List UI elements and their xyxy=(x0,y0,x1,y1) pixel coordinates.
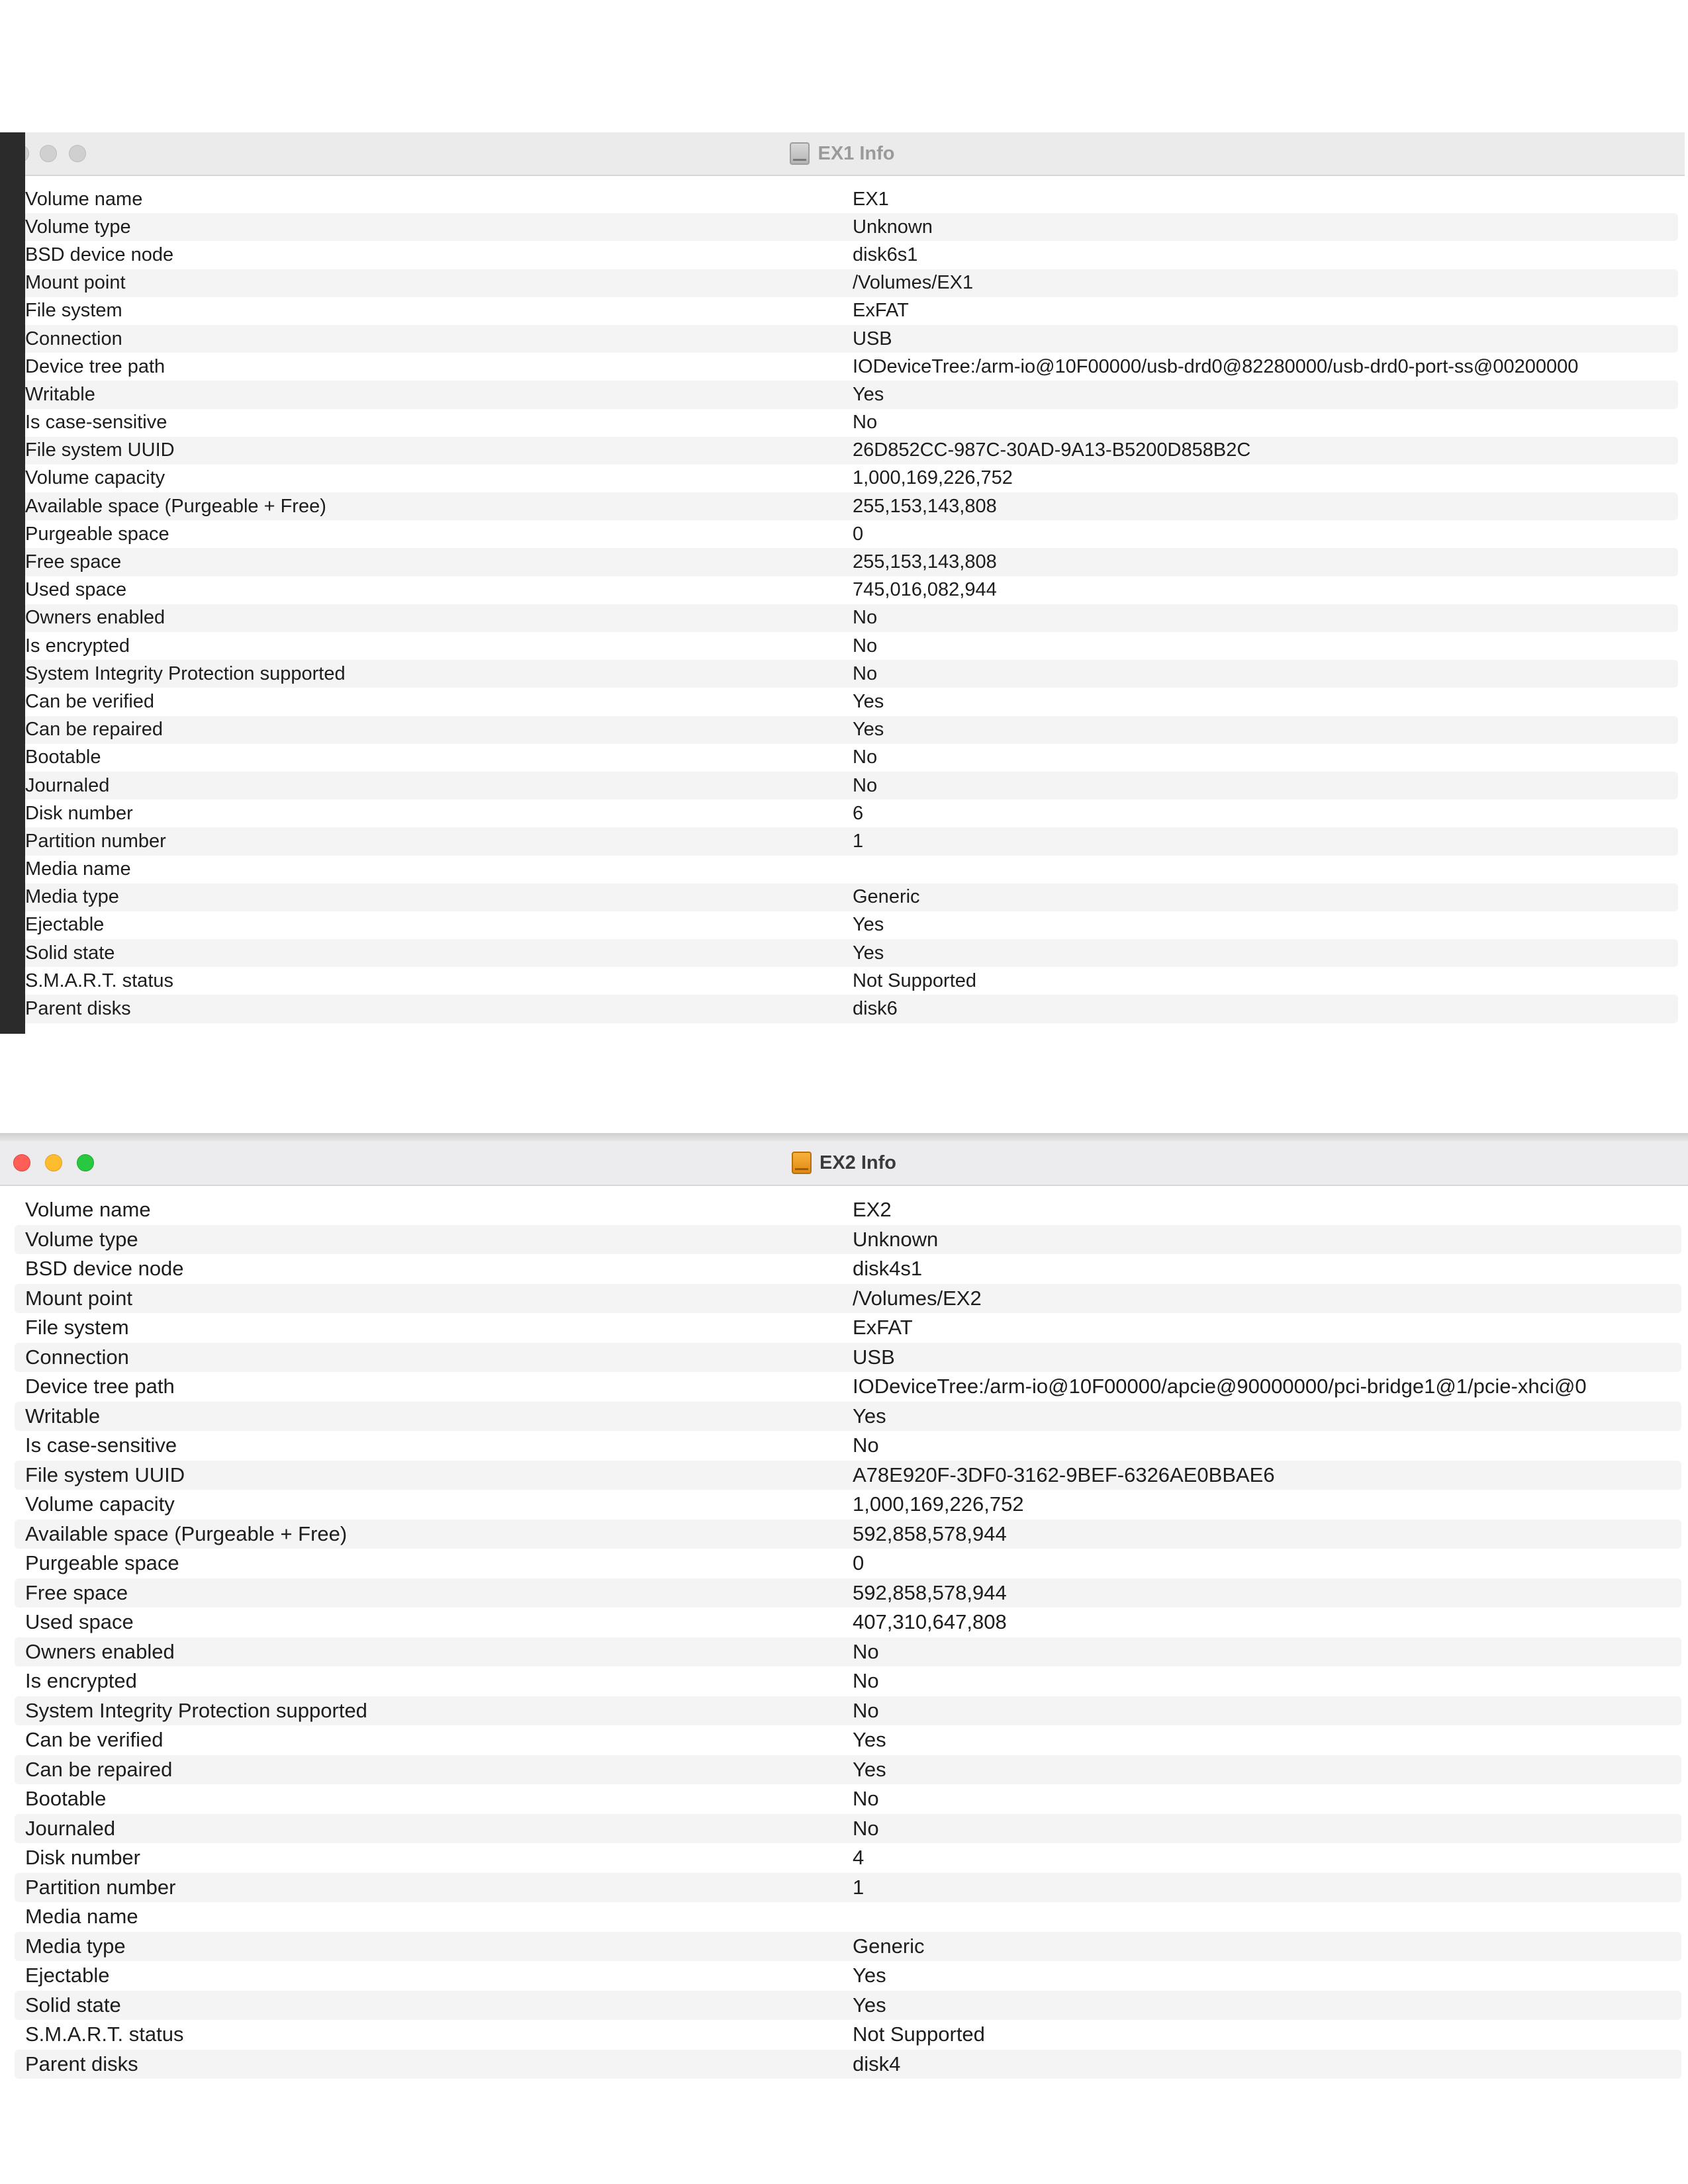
info-row[interactable] xyxy=(15,1991,1681,2021)
info-row-label: Bootable xyxy=(25,747,101,768)
info-row-label: Can be verified xyxy=(25,690,155,712)
info-row[interactable] xyxy=(15,1932,1681,1962)
window-top-edge xyxy=(0,1133,1688,1141)
info-row-value: EX1 xyxy=(853,188,889,210)
info-row-value: USB xyxy=(853,1345,895,1369)
title-bar[interactable] xyxy=(0,1141,1688,1186)
info-row-value: 255,153,143,808 xyxy=(853,495,997,517)
info-row-label: Volume name xyxy=(25,188,143,210)
info-list xyxy=(0,176,1685,1023)
info-row[interactable] xyxy=(15,995,1678,1023)
info-row-value: Yes xyxy=(853,1964,886,1987)
info-row-value: disk4s1 xyxy=(853,1257,923,1281)
info-row[interactable] xyxy=(15,1402,1681,1432)
info-row[interactable] xyxy=(15,967,1678,995)
info-row-value: IODeviceTree:/arm-io@10F00000/apcie@90000000/pci-bridge1@1/pcie-xhci@0 xyxy=(853,1375,1587,1398)
info-row-value: No xyxy=(853,1787,879,1811)
info-row-label: Can be repaired xyxy=(25,1757,173,1781)
info-row[interactable] xyxy=(15,856,1678,884)
info-row-value: Yes xyxy=(853,914,884,936)
info-row-label: Volume type xyxy=(25,216,131,238)
info-row[interactable] xyxy=(15,1755,1681,1785)
info-row-label: S.M.A.R.T. status xyxy=(25,2023,184,2046)
info-row-value: No xyxy=(853,662,878,684)
info-row-value: No xyxy=(853,1669,879,1693)
info-row-value: Not Supported xyxy=(853,2023,985,2046)
info-row-value: No xyxy=(853,412,878,433)
info-row[interactable] xyxy=(15,1225,1681,1255)
info-row-label: Purgeable space xyxy=(25,1551,179,1575)
info-row[interactable] xyxy=(15,353,1678,381)
info-row-label: Volume name xyxy=(25,1198,151,1222)
info-row-label: Media name xyxy=(25,1905,138,1929)
info-row-label: Bootable xyxy=(25,1787,107,1811)
info-row-label: Owners enabled xyxy=(25,607,165,629)
info-row-value: No xyxy=(853,1698,879,1722)
info-row[interactable] xyxy=(15,1254,1681,1284)
info-row[interactable] xyxy=(15,1666,1681,1696)
info-row[interactable] xyxy=(15,1520,1681,1549)
info-row-value: disk4 xyxy=(853,2052,901,2075)
window-title-text: EX2 Info xyxy=(819,1152,896,1173)
info-row-label: Is case-sensitive xyxy=(25,412,167,433)
info-row[interactable] xyxy=(15,799,1678,827)
info-row-value: No xyxy=(853,1639,879,1663)
info-row-value: Yes xyxy=(853,1993,886,2017)
info-row-label: Writable xyxy=(25,1404,101,1428)
info-row-label: BSD device node xyxy=(25,1257,184,1281)
info-row-label: File system xyxy=(25,300,122,322)
info-row-label: Media name xyxy=(25,858,131,880)
info-row-label: Mount point xyxy=(25,1286,132,1310)
info-row-label: Disk number xyxy=(25,802,133,824)
info-row-value: 1 xyxy=(853,830,864,852)
info-row-label: Journaled xyxy=(25,1816,116,1840)
info-row-value: Yes xyxy=(853,719,884,741)
info-row-value: 1 xyxy=(853,1875,865,1899)
info-row-label: Owners enabled xyxy=(25,1639,175,1663)
info-row[interactable] xyxy=(15,185,1678,213)
info-row-value: USB xyxy=(853,328,892,349)
external-drive-icon xyxy=(792,1152,812,1174)
info-row[interactable] xyxy=(15,325,1678,353)
info-row-label: Mount point xyxy=(25,272,126,294)
title-bar[interactable] xyxy=(0,132,1685,176)
info-row-label: File system UUID xyxy=(25,439,175,461)
info-row-label: Solid state xyxy=(25,942,115,964)
info-row-value: No xyxy=(853,1816,879,1840)
info-row[interactable] xyxy=(15,2020,1681,2050)
info-row-label: Volume type xyxy=(25,1227,138,1251)
info-row-value: ExFAT xyxy=(853,300,909,322)
info-row[interactable] xyxy=(15,297,1678,325)
info-row-value: Yes xyxy=(853,1728,886,1752)
info-row-value: 4 xyxy=(853,1846,865,1870)
info-row-label: Available space (Purgeable + Free) xyxy=(25,1522,348,1545)
info-row-value: No xyxy=(853,607,878,629)
info-row-value: No xyxy=(853,774,878,796)
ex2-info-window xyxy=(0,1133,1688,2091)
info-row[interactable] xyxy=(15,632,1678,660)
info-row-value: 1,000,169,226,752 xyxy=(853,1492,1024,1516)
info-row[interactable] xyxy=(15,744,1678,772)
info-row-label: Connection xyxy=(25,1345,129,1369)
window-title xyxy=(0,132,1685,175)
info-row[interactable] xyxy=(15,241,1678,269)
info-row-value: /Volumes/EX2 xyxy=(853,1286,982,1310)
info-row[interactable] xyxy=(15,381,1678,408)
info-row-label: Is encrypted xyxy=(25,1669,137,1693)
info-row[interactable] xyxy=(15,1461,1681,1490)
info-row[interactable] xyxy=(15,1578,1681,1608)
info-row-label: Device tree path xyxy=(25,355,165,377)
info-row[interactable] xyxy=(15,2050,1681,2079)
info-row-value: 0 xyxy=(853,523,864,545)
info-row-label: Can be repaired xyxy=(25,719,163,741)
info-row-value: Unknown xyxy=(853,216,933,238)
info-row[interactable] xyxy=(15,409,1678,437)
info-row-value: A78E920F-3DF0-3162-9BEF-6326AE0BBAE6 xyxy=(853,1463,1275,1486)
info-row-label: Parent disks xyxy=(25,998,131,1020)
info-row[interactable] xyxy=(15,772,1678,799)
info-row-label: Can be verified xyxy=(25,1728,164,1752)
info-row-value: 592,858,578,944 xyxy=(853,1580,1007,1604)
info-row-label: Free space xyxy=(25,551,122,573)
info-row-value: Yes xyxy=(853,1757,886,1781)
info-row-label: Media type xyxy=(25,886,119,908)
window-title-text: EX1 Info xyxy=(818,142,895,164)
info-row[interactable] xyxy=(15,1637,1681,1667)
info-row-value: 592,858,578,944 xyxy=(853,1522,1007,1545)
info-row[interactable] xyxy=(15,1608,1681,1637)
info-row-value: disk6 xyxy=(853,998,898,1020)
info-row-value: Unknown xyxy=(853,1227,939,1251)
info-row[interactable] xyxy=(15,1372,1681,1402)
info-row-value: No xyxy=(853,635,878,657)
info-row-label: Available space (Purgeable + Free) xyxy=(25,495,326,517)
info-row[interactable] xyxy=(15,1873,1681,1903)
info-row-value: /Volumes/EX1 xyxy=(853,272,974,294)
info-row-value: Generic xyxy=(853,1934,925,1958)
info-row[interactable] xyxy=(15,660,1678,688)
info-row-value: 745,016,082,944 xyxy=(853,579,997,601)
info-row-value: 407,310,647,808 xyxy=(853,1610,1007,1634)
info-row-label: Disk number xyxy=(25,1846,140,1870)
info-row-label: Is encrypted xyxy=(25,635,130,657)
info-row-value: IODeviceTree:/arm-io@10F00000/usb-drd0@82280000/usb-drd0-port-ss@00200000 xyxy=(853,355,1579,377)
info-row[interactable] xyxy=(15,1696,1681,1726)
info-row[interactable] xyxy=(15,884,1678,911)
info-row-label: Used space xyxy=(25,579,127,601)
info-row[interactable] xyxy=(15,269,1678,297)
info-row-label: Is case-sensitive xyxy=(25,1433,177,1457)
info-row-label: File system UUID xyxy=(25,1463,185,1486)
info-row-value: No xyxy=(853,747,878,768)
info-row-label: Connection xyxy=(25,328,122,349)
info-row-value: Not Supported xyxy=(853,970,977,991)
info-row-value: Yes xyxy=(853,1404,886,1428)
info-row-value: ExFAT xyxy=(853,1316,913,1340)
info-row[interactable] xyxy=(15,1843,1681,1873)
info-row-value: 6 xyxy=(853,802,864,824)
info-row-label: Media type xyxy=(25,1934,126,1958)
info-row-value: Yes xyxy=(853,942,884,964)
info-row[interactable] xyxy=(15,520,1678,548)
info-row-label: Volume capacity xyxy=(25,467,165,489)
info-list xyxy=(0,1186,1688,2079)
info-row-label: Ejectable xyxy=(25,914,105,936)
info-row[interactable] xyxy=(15,1902,1681,1932)
info-row-label: System Integrity Protection supported xyxy=(25,662,346,684)
info-row[interactable] xyxy=(15,1814,1681,1844)
info-row-label: S.M.A.R.T. status xyxy=(25,970,173,991)
info-row[interactable] xyxy=(15,1431,1681,1461)
info-row-value: 26D852CC-987C-30AD-9A13-B5200D858B2C xyxy=(853,439,1251,461)
info-row-value: EX2 xyxy=(853,1198,892,1222)
info-row-value: disk6s1 xyxy=(853,244,918,265)
info-row[interactable] xyxy=(15,1961,1681,1991)
info-row-label: Partition number xyxy=(25,1875,176,1899)
info-row[interactable] xyxy=(15,492,1678,520)
info-row[interactable] xyxy=(15,1343,1681,1373)
window-title xyxy=(0,1141,1688,1185)
info-row-label: Ejectable xyxy=(25,1964,110,1987)
info-row-label: Parent disks xyxy=(25,2052,138,2075)
ex1-info-window xyxy=(0,132,1685,1034)
info-row[interactable] xyxy=(15,827,1678,855)
info-row[interactable] xyxy=(15,1784,1681,1814)
info-row[interactable] xyxy=(15,1490,1681,1520)
info-row[interactable] xyxy=(15,1549,1681,1578)
info-row[interactable] xyxy=(15,213,1678,241)
info-row-label: Journaled xyxy=(25,774,110,796)
info-row-label: Purgeable space xyxy=(25,523,169,545)
info-row[interactable] xyxy=(15,437,1678,465)
info-row-label: Partition number xyxy=(25,830,166,852)
info-row-label: Used space xyxy=(25,1610,134,1634)
external-drive-icon xyxy=(790,142,810,165)
info-row[interactable] xyxy=(15,1725,1681,1755)
info-row-value: 255,153,143,808 xyxy=(853,551,997,573)
info-row-label: Writable xyxy=(25,383,95,405)
info-row-label: System Integrity Protection supported xyxy=(25,1698,367,1722)
info-row-value: Generic xyxy=(853,886,920,908)
info-row-label: Solid state xyxy=(25,1993,121,2017)
info-row-value: 0 xyxy=(853,1551,865,1575)
info-row-value: Yes xyxy=(853,383,884,405)
info-row-value: No xyxy=(853,1433,879,1457)
info-row[interactable] xyxy=(15,1195,1681,1225)
info-row-label: File system xyxy=(25,1316,129,1340)
info-row[interactable] xyxy=(15,716,1678,744)
info-row-label: Device tree path xyxy=(25,1375,175,1398)
info-row[interactable] xyxy=(15,939,1678,967)
info-row[interactable] xyxy=(15,604,1678,632)
info-row-label: Volume capacity xyxy=(25,1492,175,1516)
info-row[interactable] xyxy=(15,1313,1681,1343)
info-row[interactable] xyxy=(15,688,1678,715)
info-row[interactable] xyxy=(15,911,1678,939)
info-row-label: Free space xyxy=(25,1580,128,1604)
info-row-label: BSD device node xyxy=(25,244,174,265)
info-row-value: 1,000,169,226,752 xyxy=(853,467,1013,489)
info-row[interactable] xyxy=(15,1284,1681,1314)
info-row[interactable] xyxy=(15,465,1678,492)
info-row-value: Yes xyxy=(853,690,884,712)
info-row[interactable] xyxy=(15,576,1678,604)
info-row[interactable] xyxy=(15,548,1678,576)
